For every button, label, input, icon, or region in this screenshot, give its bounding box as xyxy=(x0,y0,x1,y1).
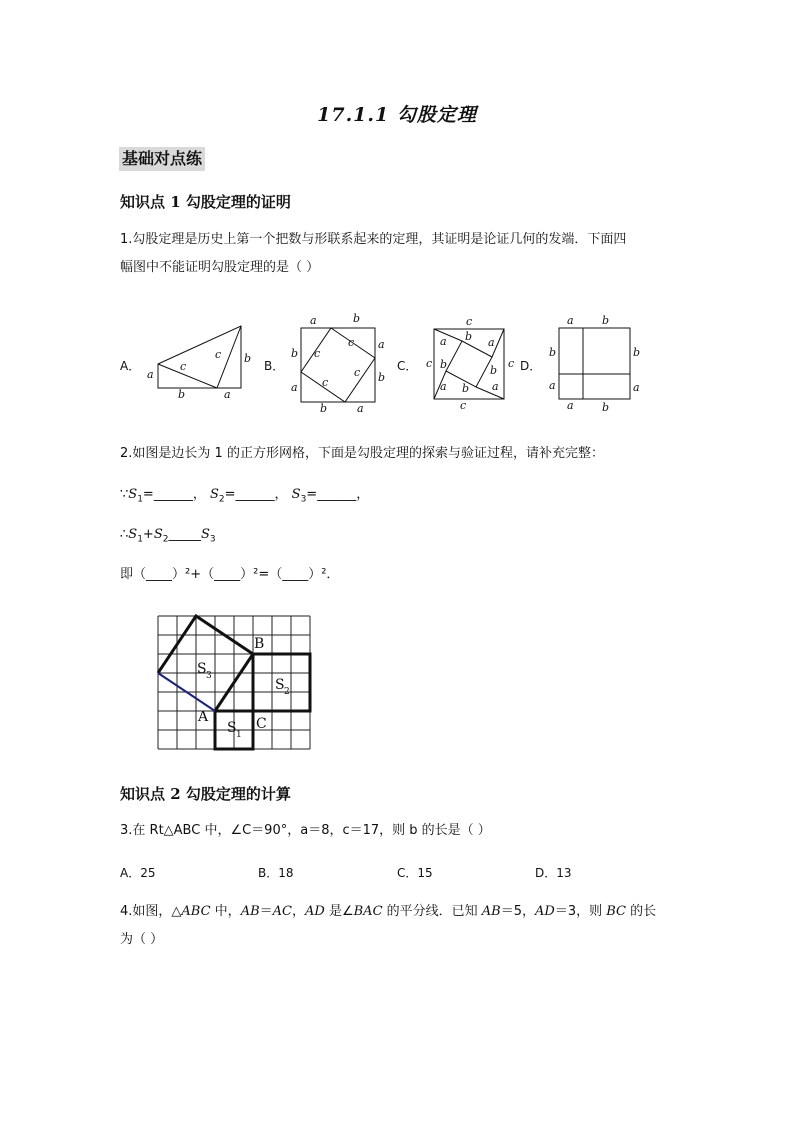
question-2-equation: 即（____）²+（____）²=（____）²． xyxy=(120,567,340,582)
label-c: C xyxy=(256,716,267,732)
q4-value-1: ＝5， xyxy=(500,904,536,919)
s2-symbol: S xyxy=(209,487,219,502)
knowledge-point-1-heading: 知识点 1 勾股定理的证明 xyxy=(120,193,291,211)
question-1-figures xyxy=(140,310,660,420)
q4-text-1: 4.如图，△ xyxy=(120,904,182,919)
fig-a-label-c1: c xyxy=(180,360,187,373)
q4-ab-2: AB xyxy=(481,904,501,919)
fig-c-label-c-top: c xyxy=(466,315,473,328)
fig-d-label-a-bottom: a xyxy=(567,399,574,412)
fig-a-label-b1: b xyxy=(244,352,252,365)
fig-b-label-b-left: b xyxy=(291,347,299,360)
question-2-areas xyxy=(120,481,680,514)
fig-a-label-b2: b xyxy=(178,388,186,401)
q4-text-2: 中， xyxy=(210,904,241,919)
question-2-relation xyxy=(120,521,680,554)
page-title: 17.1.1 勾股定理 xyxy=(317,104,477,126)
q4-bc: BC xyxy=(606,904,626,919)
label-s3: S xyxy=(197,661,207,677)
fig-b-label-b-top: b xyxy=(353,312,361,325)
q4-text-5: 的长 xyxy=(625,904,657,919)
fig-d-label-b-right: b xyxy=(633,346,641,359)
label-s2: S xyxy=(275,677,285,693)
fig-b-label-a-top: a xyxy=(310,314,317,327)
s2-blank: =______， xyxy=(224,487,288,502)
fig-b-label-a-left: a xyxy=(291,381,298,394)
fig-c-label-c-right: c xyxy=(508,357,515,370)
figure-c-square xyxy=(426,315,514,412)
because-symbol: ∵ xyxy=(120,487,129,502)
label-s1-subscript: 1 xyxy=(236,730,242,740)
question-4 xyxy=(120,898,690,954)
question-1-line-2: 幅图中不能证明勾股定理的是（ ） xyxy=(120,260,320,275)
q4-ad: AD xyxy=(305,904,325,919)
fig-b-label-c1: c xyxy=(314,347,321,360)
rel-s3-subscript: 3 xyxy=(209,534,216,545)
fig-b-label-b-bottom: b xyxy=(320,402,328,415)
label-s3-subscript: 3 xyxy=(206,671,212,681)
fig-d-label-a-top: a xyxy=(567,314,574,327)
fig-c-label-a1: a xyxy=(440,335,447,348)
figure-a-trapezoid xyxy=(147,326,251,401)
q4-text-3: 是∠ xyxy=(324,904,354,919)
q3-option-a: A．25 xyxy=(120,866,156,880)
knowledge-point-2-heading: 知识点 2 勾股定理的计算 xyxy=(120,785,291,803)
s3-blank: =______， xyxy=(306,487,370,502)
fig-a-label-a2: a xyxy=(224,388,231,401)
q4-ac: AC xyxy=(272,904,292,919)
q4-ad-2: AD xyxy=(535,904,555,919)
fig-c-label-c-bottom: c xyxy=(460,399,467,412)
fig-c-label-c-left: c xyxy=(426,357,433,370)
rel-s1-subscript: 1 xyxy=(137,534,143,545)
rel-s2-symbol: S xyxy=(153,527,163,542)
fig-d-label-a-right: a xyxy=(633,381,640,394)
plus-sign: + xyxy=(142,527,154,542)
s1-blank: =______， xyxy=(142,487,206,502)
question-1-line-1: 1.勾股定理是历史上第一个把数与形联系起来的定理，其证明是论证几何的发端．下面四 xyxy=(120,232,627,247)
q3-option-c: C．15 xyxy=(397,866,433,880)
question-4-line-1 xyxy=(120,898,690,926)
question-3: 3.在 Rt△ABC 中，∠C＝90°，a＝8，c＝17，则 b 的长是（ ） xyxy=(120,823,491,838)
fig-b-label-c3: c xyxy=(322,376,329,389)
fig-d-label-a-left: a xyxy=(549,379,556,392)
fig-c-label-b2: b xyxy=(490,364,498,377)
therefore-symbol: ∴ xyxy=(120,527,129,542)
fig-c-label-a2: a xyxy=(488,336,495,349)
q3-option-b: B．18 xyxy=(258,866,294,880)
label-b: B xyxy=(254,636,265,652)
fig-c-label-a3: a xyxy=(492,380,499,393)
fig-a-label-a1: a xyxy=(147,368,154,381)
fig-c-label-b3: b xyxy=(440,358,448,371)
q4-value-2: ＝3，则 xyxy=(554,904,607,919)
q4-eq: ＝ xyxy=(259,904,273,919)
option-b-label: B． xyxy=(264,359,285,373)
fig-c-label-b4: b xyxy=(462,382,470,395)
question-2-line-1: 2.如图是边长为 1 的正方形网格，下面是勾股定理的探索与验证过程，请补充完整： xyxy=(120,446,604,461)
label-a: A xyxy=(198,709,209,725)
rel-s3-symbol: S xyxy=(200,527,210,542)
q4-bac: BAC xyxy=(353,904,383,919)
rel-s2-subscript: 2 xyxy=(162,534,169,545)
q3-option-d: D．13 xyxy=(535,866,572,880)
s3-symbol: S xyxy=(291,487,301,502)
figure-b-square xyxy=(291,312,385,415)
q4-comma: ， xyxy=(292,904,306,919)
rel-s1-symbol: S xyxy=(128,527,138,542)
s3-subscript: 3 xyxy=(300,494,307,505)
option-a-label: A． xyxy=(120,359,141,373)
figure-d-square xyxy=(549,314,640,414)
fig-b-label-c2: c xyxy=(348,336,355,349)
fig-c-label-a4: a xyxy=(440,380,447,393)
question-4-line-2: 为（ ） xyxy=(120,932,164,947)
fig-c-label-b1: b xyxy=(465,330,473,343)
label-s1: S xyxy=(227,720,237,736)
q4-abc: ABC xyxy=(181,904,211,919)
fig-d-label-b-bottom: b xyxy=(602,401,610,414)
section-heading: 基础对点练 xyxy=(119,147,205,171)
q4-ab: AB xyxy=(240,904,260,919)
fig-d-label-b-top: b xyxy=(602,314,610,327)
fig-b-label-a-bottom: a xyxy=(357,402,364,415)
pythagorean-grid-figure xyxy=(150,608,320,756)
fig-d-label-b-left: b xyxy=(549,346,557,359)
q4-text-4: 的平分线．已知 xyxy=(382,904,482,919)
s2-subscript: 2 xyxy=(218,494,225,505)
s1-subscript: 1 xyxy=(137,494,143,505)
s1-symbol: S xyxy=(128,487,138,502)
relation-blank: _____ xyxy=(168,527,201,542)
fig-a-label-c2: c xyxy=(215,348,222,361)
question-1 xyxy=(120,226,680,282)
fig-b-label-c4: c xyxy=(354,366,361,379)
fig-b-label-b-right: b xyxy=(378,371,386,384)
option-c-label: C． xyxy=(397,359,418,373)
fig-b-label-a-right: a xyxy=(378,338,385,351)
option-d-label: D． xyxy=(520,359,542,373)
label-s2-subscript: 2 xyxy=(284,687,290,697)
